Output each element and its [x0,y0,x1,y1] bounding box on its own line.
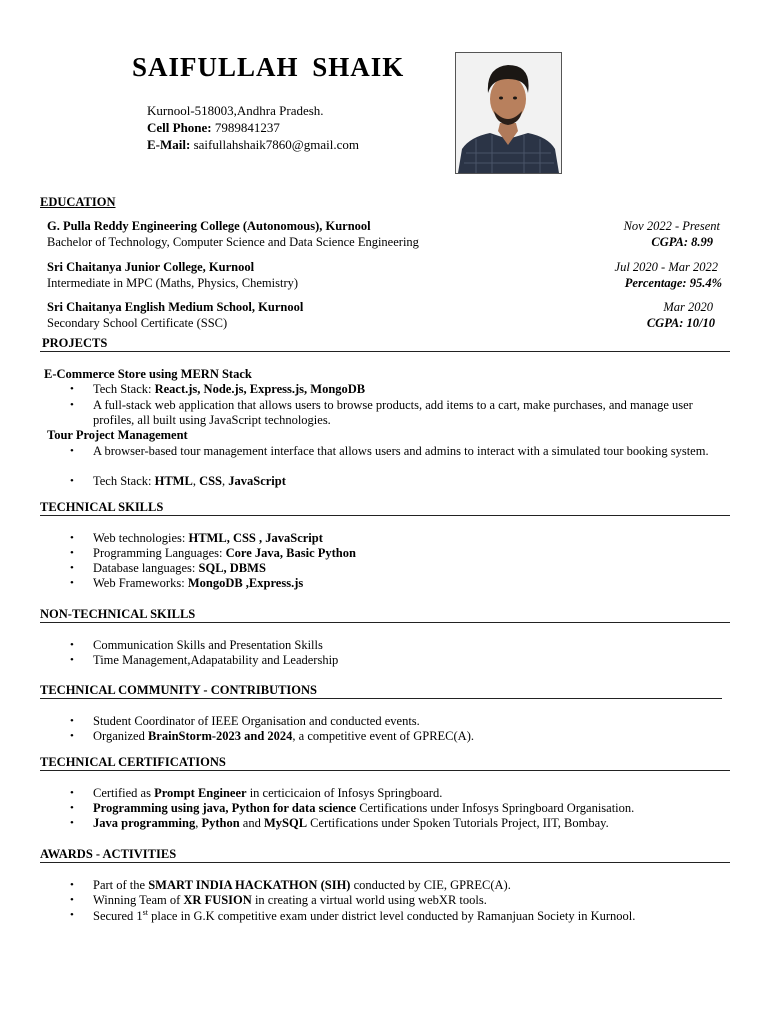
text: in certicicaion of Infosys Springboard. [246,786,443,800]
edu-institution: Sri Chaitanya Junior College, Kurnool [47,260,255,274]
bullet: • [70,879,74,891]
skill-value: SQL, DBMS [198,561,266,575]
project-tech-stack [93,382,365,397]
edu-institution: Sri Chaitanya English Medium School, Kurnool [47,300,304,314]
phone-line [147,120,280,136]
bullet: • [70,715,74,727]
award-item [93,893,487,908]
bullet: • [70,445,74,457]
text: and [239,816,264,830]
certification-item [93,816,609,831]
section-divider [40,770,730,771]
tech-stack-value: React.js, Node.js, Express.js, MongoDB [154,382,366,396]
email-label: E-Mail: [147,137,191,152]
bullet: • [70,383,74,395]
certification-item [93,801,634,816]
project-description: A browser-based tour management interface that allows users and admins to interact with a simulated tour booking system. [93,444,709,458]
project-title: E-Commerce Store using MERN Stack [44,367,252,381]
bullet: • [70,547,74,559]
skill-label: Database languages: [93,561,199,575]
bullet: • [70,475,74,487]
cert-name: Prompt Engineer [154,786,247,800]
project-title: Tour Project Management [47,428,188,442]
bullet: • [70,562,74,574]
phone-label: Cell Phone: [147,120,212,135]
text: Certified as [93,786,155,800]
cert-name: Programming using java, Python for data science [93,801,357,815]
bullet: • [70,730,74,742]
technical-skills-heading: TECHNICAL SKILLS [40,500,164,514]
separator: , [195,816,202,830]
non-technical-skills-heading: NON-TECHNICAL SKILLS [40,607,196,621]
separator: , [222,474,229,488]
section-divider [40,862,730,863]
profile-photo [455,52,562,174]
text: place in G.K competitive exam under district level conducted by Ramanjuan Society in Kurnool. [147,909,636,924]
bullet: • [70,654,74,666]
skill-label: Web Frameworks: [93,576,188,590]
non-technical-skill: Communication Skills and Presentation Skills [93,638,323,652]
award-item [93,908,635,924]
tech-css: CSS [199,474,222,488]
skill-label: Programming Languages: [93,546,226,560]
text: Certifications under Spoken Tutorials Project, IIT, Bombay. [307,816,609,830]
bullet: • [70,894,74,906]
phone-number: 7989841237 [214,120,280,135]
tech-stack-label: Tech Stack: [93,382,155,396]
awards-heading: AWARDS - ACTIVITIES [40,847,177,861]
edu-degree: Intermediate in MPC (Maths, Physics, Chemistry) [47,276,299,290]
bullet: • [70,802,74,814]
skill-item [93,546,356,561]
education-heading: EDUCATION [40,195,116,209]
cert-name: Java programming [93,816,196,830]
project-tech-stack [93,474,286,489]
section-divider [40,698,722,699]
text: Part of the [93,878,149,892]
bullet: • [70,399,74,411]
projects-heading: PROJECTS [42,336,108,350]
skill-label: Web technologies: [93,531,189,545]
non-technical-skill: Time Management,Adapatability and Leadership [93,653,339,667]
tech-javascript: JavaScript [228,474,286,488]
edu-score: CGPA: 8.99 [651,235,713,249]
email-line [147,137,359,153]
bullet: • [70,787,74,799]
bullet: • [70,639,74,651]
separator: , [192,474,200,488]
edu-institution: G. Pulla Reddy Engineering College (Autonomous), Kurnool [47,219,371,233]
edu-date: Nov 2022 - Present [623,219,720,233]
tech-stack-label: Tech Stack: [93,474,155,488]
bullet: • [70,577,74,589]
section-divider [40,622,730,623]
edu-score: Percentage: 95.4% [624,276,722,290]
community-item [93,729,474,744]
award-name: SMART INDIA HACKATHON (SIH) [148,878,351,892]
skill-value: Core Java, Basic Python [225,546,356,560]
section-divider [40,515,730,516]
bullet: • [70,909,74,921]
bullet: • [70,532,74,544]
edu-degree: Secondary School Certificate (SSC) [47,316,228,330]
cert-name: MySQL [263,816,308,830]
skill-item [93,531,323,546]
address: Kurnool-518003,Andhra Pradesh. [147,103,324,118]
ordinal-suffix: st [142,908,148,917]
community-item: Student Coordinator of IEEE Organisation and conducted events. [93,714,420,728]
community-heading: TECHNICAL COMMUNITY - CONTRIBUTIONS [40,683,317,697]
project-description: A full-stack web application that allows users to browse products, add items to a cart, make purchases, and manage user profiles, all built using JavaScript technologies. [93,398,693,427]
text: in creating a virtual world using webXR tools. [251,893,487,907]
tech-html: HTML [154,474,193,488]
skill-item [93,561,266,576]
event-name: BrainStorm-2023 and 2024 [147,729,293,743]
edu-date: Jul 2020 - Mar 2022 [614,260,718,274]
skill-value: HTML, CSS , JavaScript [188,531,323,545]
text: Organized [93,729,148,743]
skill-value: MongoDB ,Express.js [187,576,304,590]
cert-name: Python [201,816,240,830]
text: , a competitive event of GPREC(A). [292,729,474,743]
text: Secured 1 [93,909,143,924]
certification-item [93,786,442,801]
section-divider [40,351,730,352]
text: Certifications under Infosys Springboard Organisation. [356,801,635,815]
award-name: XR FUSION [183,893,252,907]
edu-score: CGPA: 10/10 [646,316,715,330]
certifications-heading: TECHNICAL CERTIFICATIONS [40,755,226,769]
edu-date: Mar 2020 [663,300,713,314]
edu-degree: Bachelor of Technology, Computer Science and Data Science Engineering [47,235,419,249]
candidate-name: SAIFULLAH SHAIK [132,52,405,82]
skill-item [93,576,303,591]
email-address: saifullahshaik7860@gmail.com [193,137,359,152]
bullet: • [70,817,74,829]
text: conducted by CIE, GPREC(A). [350,878,511,892]
text: Winning Team of [93,893,184,907]
award-item [93,878,511,893]
